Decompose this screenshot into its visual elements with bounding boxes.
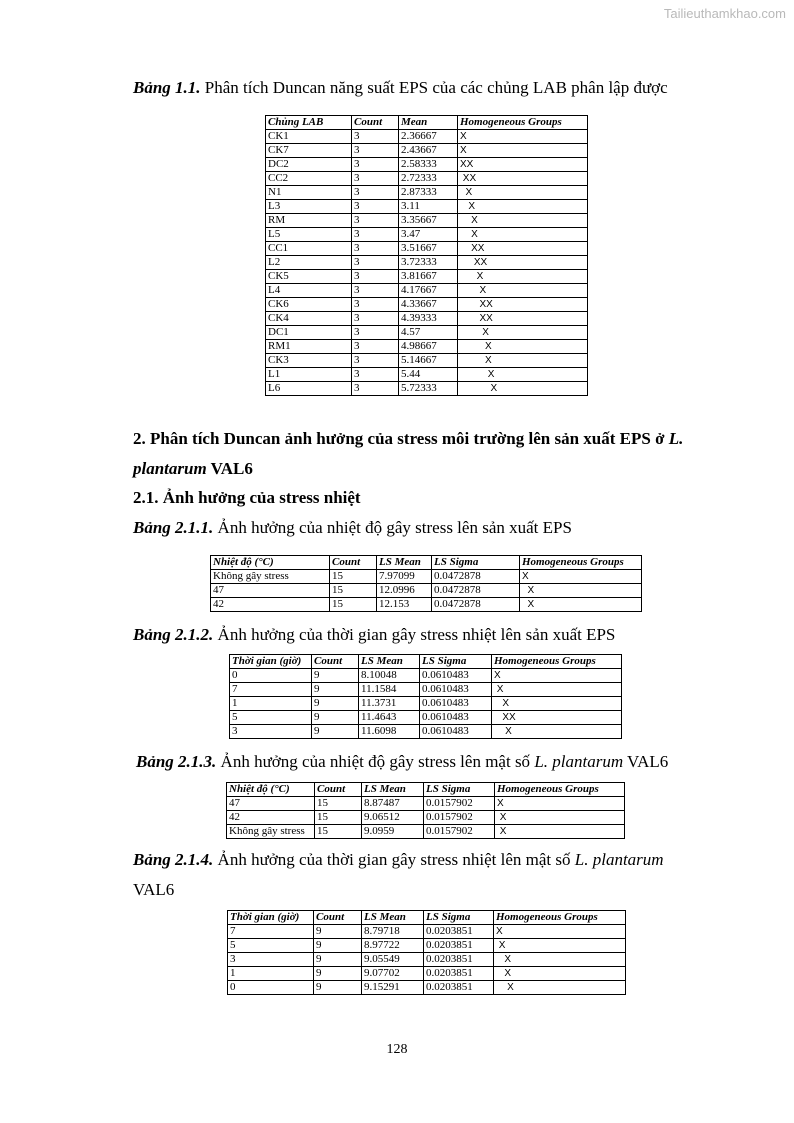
table-cell: L3 (266, 200, 352, 214)
caption-text: Ảnh hưởng của thời gian gây stress nhiệt lên mật số (213, 850, 575, 869)
table-row (266, 340, 588, 354)
column-header: Chủng LAB (266, 116, 352, 130)
table-cell: 0.0157902 (424, 797, 495, 811)
table-cell: 11.4643 (359, 711, 420, 725)
column-header: LS Sigma (420, 655, 492, 669)
table-row (266, 158, 588, 172)
table-row (228, 953, 626, 967)
table-cell: 9 (312, 669, 359, 683)
caption-text: Ảnh hưởng của nhiệt độ gây stress lên sản xuất EPS (213, 518, 572, 537)
table-cell: 3.47 (399, 228, 458, 242)
table-row (230, 725, 622, 739)
homogeneous-group-cell: XX (458, 298, 588, 312)
homogeneous-group-cell: XX (492, 711, 622, 725)
table-cell: CC1 (266, 242, 352, 256)
table-cell: 12.0996 (377, 584, 432, 598)
table-cell: 3 (352, 284, 399, 298)
table-header-row (230, 655, 622, 669)
table-cell: 5.14667 (399, 354, 458, 368)
column-header: LS Mean (377, 556, 432, 570)
table-cell: 0.0610483 (420, 711, 492, 725)
table-1-1 (265, 115, 588, 396)
caption-label: Bảng 2.1.1. (133, 518, 214, 537)
table-cell: 4.39333 (399, 312, 458, 326)
table-1-1-caption (133, 78, 668, 98)
homogeneous-group-cell: X (458, 382, 588, 396)
table-cell: Không gây stress (211, 570, 330, 584)
table-cell: 0 (230, 669, 312, 683)
homogeneous-group-cell: X (458, 144, 588, 158)
table-cell: 47 (211, 584, 330, 598)
homogeneous-group-cell: X (494, 967, 626, 981)
table-cell: 8.87487 (362, 797, 424, 811)
table-cell: 9 (314, 939, 362, 953)
table-cell: 42 (211, 598, 330, 612)
caption-label: Bảng 2.1.2. (133, 625, 214, 644)
table-cell: 9.05549 (362, 953, 424, 967)
homogeneous-group-cell: X (520, 584, 642, 598)
table-cell: 3 (352, 326, 399, 340)
table-cell: 5.44 (399, 368, 458, 382)
caption-text: Ảnh hưởng của nhiệt độ gây stress lên mật số (216, 752, 535, 771)
homogeneous-group-cell: XX (458, 256, 588, 270)
table-cell: 4.57 (399, 326, 458, 340)
column-header: Nhiệt độ (°C) (227, 783, 315, 797)
table-row (266, 200, 588, 214)
table-2-1-1-caption (133, 518, 572, 538)
homogeneous-group-cell: X (520, 598, 642, 612)
table-cell: 2.87333 (399, 186, 458, 200)
table-cell: 15 (330, 584, 377, 598)
column-header: Homogeneous Groups (520, 556, 642, 570)
table-row (228, 925, 626, 939)
table-cell: 3.81667 (399, 270, 458, 284)
table-cell: 3 (352, 186, 399, 200)
table-row (266, 186, 588, 200)
table-cell: 0.0472878 (432, 584, 520, 598)
table-cell: 1 (228, 967, 314, 981)
column-header: Thời gian (giờ) (228, 911, 314, 925)
table-row (266, 256, 588, 270)
table-cell: CK4 (266, 312, 352, 326)
table-cell: 9 (312, 697, 359, 711)
table-2-1-3-caption (136, 752, 668, 772)
homogeneous-group-cell: X (458, 270, 588, 284)
table-cell: L1 (266, 368, 352, 382)
table-row (227, 825, 625, 839)
table-cell: 3 (230, 725, 312, 739)
table-cell: 15 (315, 825, 362, 839)
table-cell: 0.0203851 (424, 953, 494, 967)
table-cell: L2 (266, 256, 352, 270)
table-cell: 3 (352, 158, 399, 172)
homogeneous-group-cell: X (458, 130, 588, 144)
table-cell: 3 (352, 340, 399, 354)
table-cell: 9.15291 (362, 981, 424, 995)
column-header: LS Mean (362, 783, 424, 797)
column-header: Homogeneous Groups (494, 911, 626, 925)
table-cell: CK7 (266, 144, 352, 158)
homogeneous-group-cell: X (458, 368, 588, 382)
table-header-row (266, 116, 588, 130)
table-cell: L4 (266, 284, 352, 298)
table-row (266, 172, 588, 186)
homogeneous-group-cell: XX (458, 158, 588, 172)
table-cell: 9.0959 (362, 825, 424, 839)
table-row (230, 683, 622, 697)
table-row (230, 711, 622, 725)
table-cell: 0.0157902 (424, 811, 495, 825)
table-cell: 3 (352, 312, 399, 326)
column-header: LS Sigma (432, 556, 520, 570)
homogeneous-group-cell: X (494, 953, 626, 967)
homogeneous-group-cell: X (458, 228, 588, 242)
table-cell: 3 (352, 382, 399, 396)
caption-label: Bảng 2.1.4. (133, 850, 214, 869)
homogeneous-group-cell: XX (458, 172, 588, 186)
table-cell: 9.06512 (362, 811, 424, 825)
table-cell: 0.0610483 (420, 669, 492, 683)
table-cell: L5 (266, 228, 352, 242)
table-cell: 0 (228, 981, 314, 995)
table-row (266, 298, 588, 312)
table-cell: 4.98667 (399, 340, 458, 354)
table-cell: RM (266, 214, 352, 228)
table-cell: DC1 (266, 326, 352, 340)
column-header: Count (330, 556, 377, 570)
homogeneous-group-cell: X (520, 570, 642, 584)
table-cell: 3 (352, 200, 399, 214)
table-cell: 42 (227, 811, 315, 825)
table-cell: 11.1584 (359, 683, 420, 697)
table-row (211, 570, 642, 584)
table-row (228, 967, 626, 981)
section-2-heading-text: 2. Phân tích Duncan ảnh hưởng của stress môi trường lên sản xuất EPS ở (133, 429, 669, 448)
section-2-heading-strain: VAL6 (206, 459, 253, 478)
table-cell: 0.0157902 (424, 825, 495, 839)
table-row (266, 214, 588, 228)
table-cell: 3 (228, 953, 314, 967)
section-2-heading-line2 (133, 459, 253, 479)
table-cell: 3 (352, 242, 399, 256)
table-row (266, 326, 588, 340)
section-2-heading (133, 429, 683, 449)
page-number: 128 (386, 1042, 408, 1057)
table-cell: 47 (227, 797, 315, 811)
caption-species: L. plantarum (534, 752, 624, 771)
homogeneous-group-cell: X (495, 811, 625, 825)
table-2-1-4-caption (133, 850, 664, 870)
table-cell: 11.3731 (359, 697, 420, 711)
table-row (211, 598, 642, 612)
table-header-row (228, 911, 626, 925)
homogeneous-group-cell: X (458, 200, 588, 214)
table-cell: 3 (352, 172, 399, 186)
table-cell: 5.72333 (399, 382, 458, 396)
table-cell: 8.97722 (362, 939, 424, 953)
table-cell: 3.51667 (399, 242, 458, 256)
homogeneous-group-cell: X (494, 925, 626, 939)
table-cell: 9 (312, 683, 359, 697)
table-header-row (211, 556, 642, 570)
table-cell: 11.6098 (359, 725, 420, 739)
caption-text: Phân tích Duncan năng suất EPS của các chủng LAB phân lập được (200, 78, 668, 97)
homogeneous-group-cell: X (492, 669, 622, 683)
table-2-1-3 (226, 782, 625, 839)
homogeneous-group-cell: X (494, 981, 626, 995)
homogeneous-group-cell: X (495, 825, 625, 839)
table-cell: 5 (230, 711, 312, 725)
table-2-1-2-caption (133, 625, 615, 645)
table-cell: 3 (352, 354, 399, 368)
table-row (266, 130, 588, 144)
caption-label: Bảng 2.1.3. (136, 752, 217, 771)
table-cell: 4.17667 (399, 284, 458, 298)
homogeneous-group-cell: X (458, 284, 588, 298)
table-cell: CK5 (266, 270, 352, 284)
table-cell: L6 (266, 382, 352, 396)
column-header: LS Mean (362, 911, 424, 925)
table-cell: 3 (352, 298, 399, 312)
table-cell: 7.97099 (377, 570, 432, 584)
section-2-heading-species-2: plantarum (133, 459, 207, 478)
homogeneous-group-cell: X (458, 340, 588, 354)
table-cell: RM1 (266, 340, 352, 354)
table-cell: CK6 (266, 298, 352, 312)
column-header: Count (315, 783, 362, 797)
homogeneous-group-cell: X (458, 326, 588, 340)
homogeneous-group-cell: XX (458, 312, 588, 326)
homogeneous-group-cell: X (492, 725, 622, 739)
table-cell: 7 (228, 925, 314, 939)
table-row (266, 354, 588, 368)
table-cell: 3 (352, 144, 399, 158)
table-row (211, 584, 642, 598)
table-row (227, 811, 625, 825)
table-2-1-1 (210, 555, 642, 612)
table-cell: 9.07702 (362, 967, 424, 981)
column-header: Homogeneous Groups (495, 783, 625, 797)
table-cell: 9 (312, 711, 359, 725)
table-cell: 2.72333 (399, 172, 458, 186)
table-cell: 2.58333 (399, 158, 458, 172)
table-2-1-4-caption-line2: VAL6 (133, 880, 175, 899)
table-cell: 2.43667 (399, 144, 458, 158)
table-row (266, 228, 588, 242)
table-cell: 7 (230, 683, 312, 697)
table-cell: 8.79718 (362, 925, 424, 939)
table-cell: 3 (352, 228, 399, 242)
homogeneous-group-cell: X (458, 214, 588, 228)
table-cell: 0.0203851 (424, 939, 494, 953)
table-2-1-4 (227, 910, 626, 995)
column-header: LS Sigma (424, 783, 495, 797)
table-cell: 9 (314, 967, 362, 981)
table-cell: 3.35667 (399, 214, 458, 228)
table-cell: Không gây stress (227, 825, 315, 839)
table-row (228, 939, 626, 953)
homogeneous-group-cell: X (494, 939, 626, 953)
table-cell: 8.10048 (359, 669, 420, 683)
table-row (230, 697, 622, 711)
column-header: Mean (399, 116, 458, 130)
table-cell: 15 (330, 570, 377, 584)
section-2-1-heading: 2.1. Ảnh hưởng của stress nhiệt (133, 488, 361, 507)
table-row (228, 981, 626, 995)
table-cell: 0.0472878 (432, 570, 520, 584)
table-cell: 3 (352, 270, 399, 284)
column-header: Nhiệt độ (°C) (211, 556, 330, 570)
table-cell: 3 (352, 130, 399, 144)
table-cell: N1 (266, 186, 352, 200)
table-cell: 12.153 (377, 598, 432, 612)
column-header: LS Sigma (424, 911, 494, 925)
table-row (227, 797, 625, 811)
table-cell: 5 (228, 939, 314, 953)
table-cell: 0.0472878 (432, 598, 520, 612)
homogeneous-group-cell: X (492, 697, 622, 711)
column-header: Homogeneous Groups (458, 116, 588, 130)
table-cell: DC2 (266, 158, 352, 172)
table-cell: 3.11 (399, 200, 458, 214)
table-cell: 9 (314, 925, 362, 939)
homogeneous-group-cell: X (495, 797, 625, 811)
column-header: Count (312, 655, 359, 669)
homogeneous-group-cell: X (492, 683, 622, 697)
table-cell: 0.0203851 (424, 967, 494, 981)
table-cell: CK3 (266, 354, 352, 368)
homogeneous-group-cell: X (458, 354, 588, 368)
table-row (266, 382, 588, 396)
table-2-1-2 (229, 654, 622, 739)
table-cell: 4.33667 (399, 298, 458, 312)
table-cell: 3 (352, 256, 399, 270)
column-header: Homogeneous Groups (492, 655, 622, 669)
table-cell: 3.72333 (399, 256, 458, 270)
column-header: Thời gian (giờ) (230, 655, 312, 669)
caption-species: L. plantarum (574, 850, 664, 869)
column-header: Count (314, 911, 362, 925)
table-cell: 0.0203851 (424, 981, 494, 995)
table-cell: 9 (312, 725, 359, 739)
column-header: LS Mean (359, 655, 420, 669)
section-2-heading-species: L. (668, 429, 684, 448)
table-cell: CC2 (266, 172, 352, 186)
table-cell: 15 (315, 797, 362, 811)
table-cell: 0.0610483 (420, 683, 492, 697)
watermark-text: Tailieuthamkhao.com (663, 6, 786, 21)
table-cell: 2.36667 (399, 130, 458, 144)
table-cell: 3 (352, 368, 399, 382)
table-cell: 3 (352, 214, 399, 228)
table-row (266, 242, 588, 256)
table-cell: 0.0610483 (420, 725, 492, 739)
table-row (230, 669, 622, 683)
table-row (266, 270, 588, 284)
table-cell: 9 (314, 953, 362, 967)
table-row (266, 368, 588, 382)
caption-text: Ảnh hưởng của thời gian gây stress nhiệt lên sản xuất EPS (213, 625, 616, 644)
table-row (266, 284, 588, 298)
table-cell: 15 (330, 598, 377, 612)
table-cell: 15 (315, 811, 362, 825)
table-cell: 0.0610483 (420, 697, 492, 711)
table-header-row (227, 783, 625, 797)
caption-label: Bảng 1.1. (133, 78, 201, 97)
table-row (266, 144, 588, 158)
table-cell: CK1 (266, 130, 352, 144)
table-cell: 0.0203851 (424, 925, 494, 939)
table-row (266, 312, 588, 326)
caption-strain: VAL6 (623, 752, 669, 771)
table-cell: 9 (314, 981, 362, 995)
homogeneous-group-cell: XX (458, 242, 588, 256)
column-header: Count (352, 116, 399, 130)
table-cell: 1 (230, 697, 312, 711)
homogeneous-group-cell: X (458, 186, 588, 200)
